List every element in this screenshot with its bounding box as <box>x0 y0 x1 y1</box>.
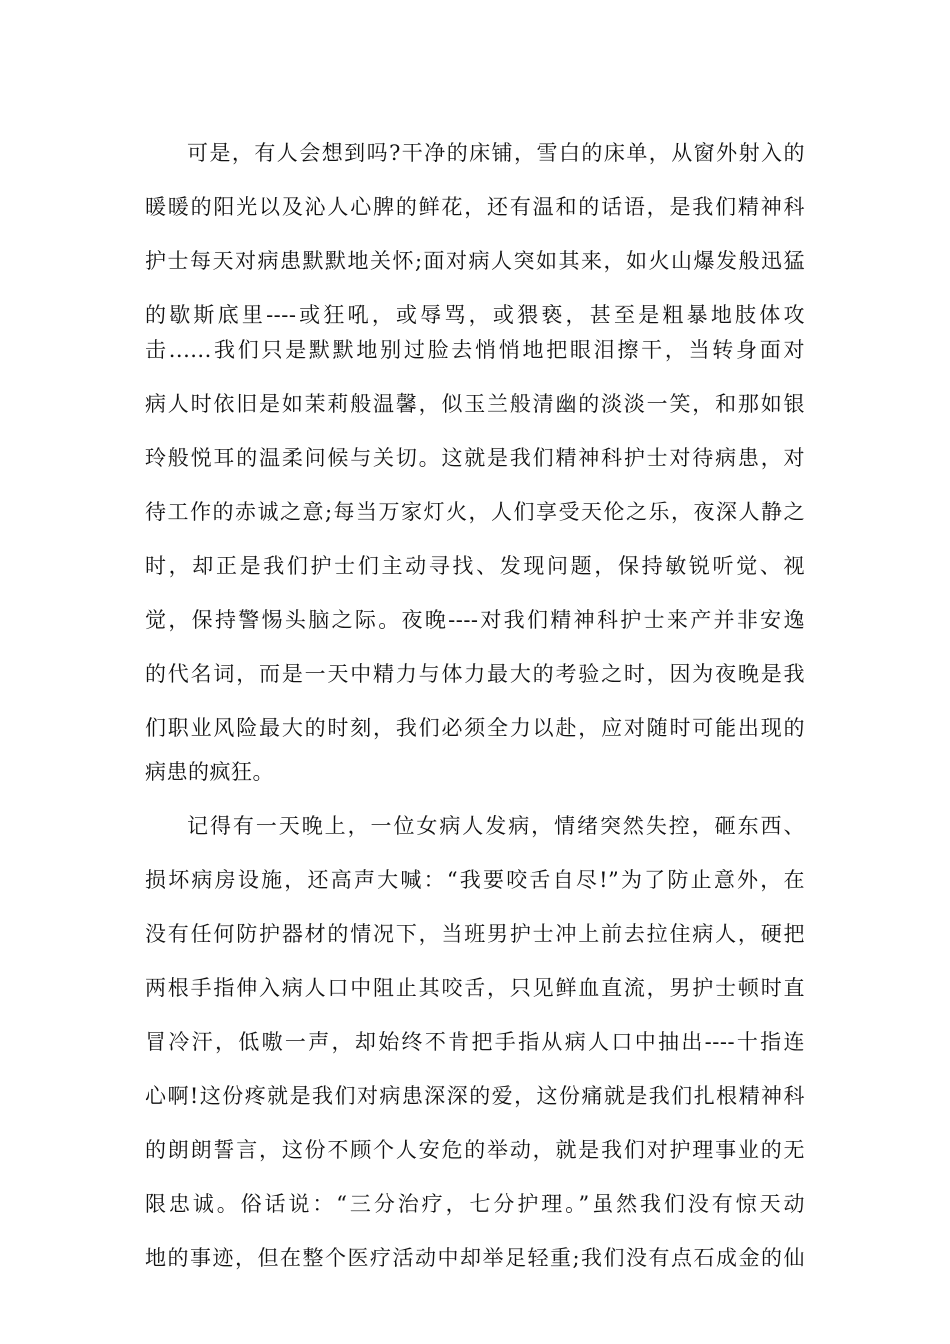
text-line: 病患的疯狂。 <box>145 760 274 784</box>
text-line: 时，却正是我们护士们主动寻找、发现问题，保持敏锐听觉、视 <box>145 554 805 578</box>
text-line: 损坏病房设施，还高声大喊：“我要咬舌自尽!”为了防止意外，在 <box>145 868 805 892</box>
text-line: 待工作的赤诚之意;每当万家灯火，人们享受天伦之乐，夜深人静之 <box>145 500 805 524</box>
text-line: 玲般悦耳的温柔问候与关切。这就是我们精神科护士对待病患，对 <box>145 446 805 470</box>
text-line: 击......我们只是默默地别过脸去悄悄地把眼泪擦干，当转身面对 <box>145 338 805 362</box>
text-line: 护士每天对病患默默地关怀;面对病人突如其来，如火山爆发般迅猛 <box>145 249 805 273</box>
text-line: 的朗朗誓言，这份不顾个人安危的举动，就是我们对护理事业的无 <box>145 1138 805 1162</box>
text-line: 的歇斯底里----或狂吼，或辱骂，或猥亵，甚至是粗暴地肢体攻 <box>145 303 805 327</box>
text-line: 们职业风险最大的时刻，我们必须全力以赴，应对随时可能出现的 <box>145 716 805 740</box>
text-line: 限忠诚。俗话说：“三分治疗，七分护理。”虽然我们没有惊天动 <box>145 1192 805 1216</box>
text-line: 两根手指伸入病人口中阻止其咬舌，只见鲜血直流，男护士顿时直 <box>145 976 805 1000</box>
text-line: 可是，有人会想到吗?干净的床铺，雪白的床单，从窗外射入的 <box>187 141 805 165</box>
text-line: 地的事迹，但在整个医疗活动中却举足轻重;我们没有点石成金的仙 <box>145 1246 805 1270</box>
text-line: 觉，保持警惕头脑之际。夜晚----对我们精神科护士来产并非安逸 <box>145 608 805 632</box>
text-line: 记得有一天晚上，一位女病人发病，情绪突然失控，砸东西、 <box>187 814 805 838</box>
text-line: 暖暖的阳光以及沁人心脾的鲜花，还有温和的话语，是我们精神科 <box>145 195 805 219</box>
text-line: 的代名词，而是一天中精力与体力最大的考验之时，因为夜晚是我 <box>145 662 805 686</box>
text-line: 冒冷汗，低嗷一声，却始终不肯把手指从病人口中抽出----十指连 <box>145 1030 805 1054</box>
text-line: 没有任何防护器材的情况下，当班男护士冲上前去拉住病人，硬把 <box>145 922 805 946</box>
text-line: 心啊!这份疼就是我们对病患深深的爱，这份痛就是我们扎根精神科 <box>145 1084 805 1108</box>
text-line: 病人时依旧是如茉莉般温馨，似玉兰般清幽的淡淡一笑，和那如银 <box>145 392 805 416</box>
